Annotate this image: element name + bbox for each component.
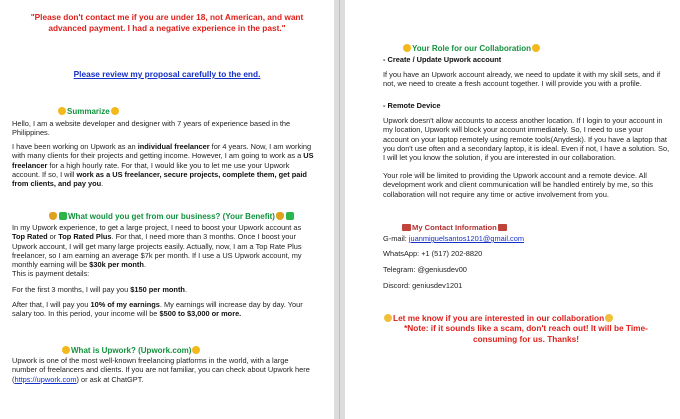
benefit-bold-top-rated-plus: Top Rated Plus [58, 232, 112, 242]
point-right-emoji-icon [605, 314, 613, 322]
create-account-title: - Create / Update Upwork account [383, 55, 502, 64]
remote-device-paragraph-2: Your role will be limited to providing the Upwork account and a remote device. All development work and client communication will be handled entirely by me, so this collaboration will not require any time or active involvement from you. [383, 171, 653, 199]
upwork-heading: What is Upwork? (Upwork.com) [71, 346, 192, 355]
summary-paragraph-1: Hello, I am a website developer and designer with 7 years of experience based in the Philippines. [12, 119, 291, 138]
money-with-wings-emoji-icon [286, 212, 294, 220]
point-right-emoji-icon [384, 314, 392, 322]
warning-text: "Please don't contact me if you are under 18, not American, and want advanced payment. I had a negative experience in the past." [30, 12, 304, 33]
contact-telegram: Telegram: @geniusdev00 [383, 265, 467, 274]
summary-p2-text-3: for a high hourly rate. For that, I would like you to let me use your Upwork account. If so, I will [12, 160, 290, 179]
summary-p2-text-1: I have been working on Upwork as an [12, 142, 138, 151]
payment-after-text-2: . My earnings will increase day by day. Your salary too. In this period, your income will be [12, 300, 303, 319]
upwork-paragraph [12, 356, 315, 384]
upwork-text-1: Upwork is one of the most well-known freelancing platforms in the world, with a large number of freelancers and clients. If you are not familiar, you can check about Upwork here ( [12, 356, 310, 384]
benefit-text-3: . For that, I need more than 3 months. Once I boost your Upwork account, I will get many large projects easily. Actually, now, I am a Top Rate Plus freelancer, so I am earning an average $7k per month. If I use a US Upwork account, my monthly earning will be [12, 232, 302, 270]
smile-emoji-icon [58, 107, 66, 115]
money-with-wings-emoji-icon [59, 212, 67, 220]
smile-emoji-icon [62, 346, 70, 354]
summary-p2-text-2: for 4 years. Now, I am working with many clients for their projects and getting income. However, I am going to work as a [12, 142, 312, 161]
scam-note: *Note: if it sounds like a scam, don't reach out! It will be Time-consuming for us. Thanks! [404, 323, 648, 344]
page-divider [339, 0, 340, 419]
role-heading: Your Role for our Collaboration [412, 44, 531, 53]
benefit-text-2: or [47, 232, 59, 242]
interest-text: Let me know if you are interested in our collaboration [393, 313, 605, 323]
benefit-text-4: . [143, 260, 146, 270]
gmail-label: G-mail: [383, 234, 409, 243]
payment-details-label: This is payment details: [12, 269, 90, 278]
payment-after-percent: 10% of my earnings [90, 300, 160, 309]
summary-p2-text-4: . [101, 179, 104, 189]
payment-after-text-1: After that, I will pay you [12, 300, 91, 309]
smile-emoji-icon [111, 107, 119, 115]
payment-after-range: $500 to $3,000 or more. [159, 309, 242, 319]
benefit-text-1: In my Upwork experience, to get a large project, I need to boost your Upwork account as [12, 223, 302, 232]
benefit-bold-earning: $30k per month [89, 260, 144, 270]
remote-device-title: - Remote Device [383, 101, 441, 110]
upwork-text-2: ) or ask at ChatGPT. [76, 374, 144, 384]
payment-first-amount: $150 per month [130, 285, 185, 294]
payment-after-paragraph [12, 300, 315, 319]
summary-p2-bold-1: individual freelancer [137, 142, 210, 151]
review-proposal-link[interactable]: Please review my proposal carefully to the end. [73, 69, 261, 79]
document-page-right[interactable] [345, 0, 680, 419]
contact-gmail [383, 234, 670, 243]
mailbox-emoji-icon [402, 224, 411, 231]
benefit-paragraph [12, 223, 315, 269]
payment-first-text-1: For the first 3 months, I will pay you [12, 285, 131, 294]
gmail-link[interactable]: juanmiguelsantos1201@gmail.com [408, 234, 525, 243]
benefit-bold-top-rated: Top Rated [12, 232, 48, 242]
payment-first-months [12, 285, 315, 294]
money-bag-emoji-icon [49, 212, 57, 220]
document-page-left[interactable] [0, 0, 334, 419]
payment-first-text-2: . [184, 285, 187, 294]
contact-heading: My Contact Information [412, 223, 497, 232]
contact-whatsapp: WhatsApp: +1 (517) 202-8820 [383, 249, 483, 258]
summary-p2-bold-2: US freelancer [12, 151, 314, 170]
benefit-heading: What would you get from our business? (Your Benefit) [68, 212, 275, 221]
summary-paragraph-2 [12, 142, 315, 188]
remote-device-paragraph-1: Upwork doesn't allow accounts to access another location. If I login to your account in my location, Upwork will block your account immediately. So, I need to use your account on your laptop remotely using remote tools(Anydesk). If you have a laptop that you don't use often and a secondary laptop, it is ideal. Even if not, I have a solution. So, I will let you know the solution, if you are interested in our collaboration. [383, 116, 670, 163]
smile-emoji-icon [532, 44, 540, 52]
upwork-link[interactable]: https://upwork.com [14, 374, 77, 384]
money-bag-emoji-icon [276, 212, 284, 220]
summarize-heading: Summarize [67, 107, 110, 116]
summary-p2-bold-3: work as a US freelancer, secure projects, complete them, get paid from clients, and pay you [12, 169, 307, 189]
mailbox-emoji-icon [498, 224, 507, 231]
contact-discord: Discord: geniusdev1201 [383, 281, 463, 290]
smile-emoji-icon [403, 44, 411, 52]
smile-emoji-icon [192, 346, 200, 354]
create-account-paragraph: If you have an Upwork account already, we need to update it with my skill sets, and if not, we need to create a fresh account together. I will provide you with a profile. [383, 70, 661, 89]
